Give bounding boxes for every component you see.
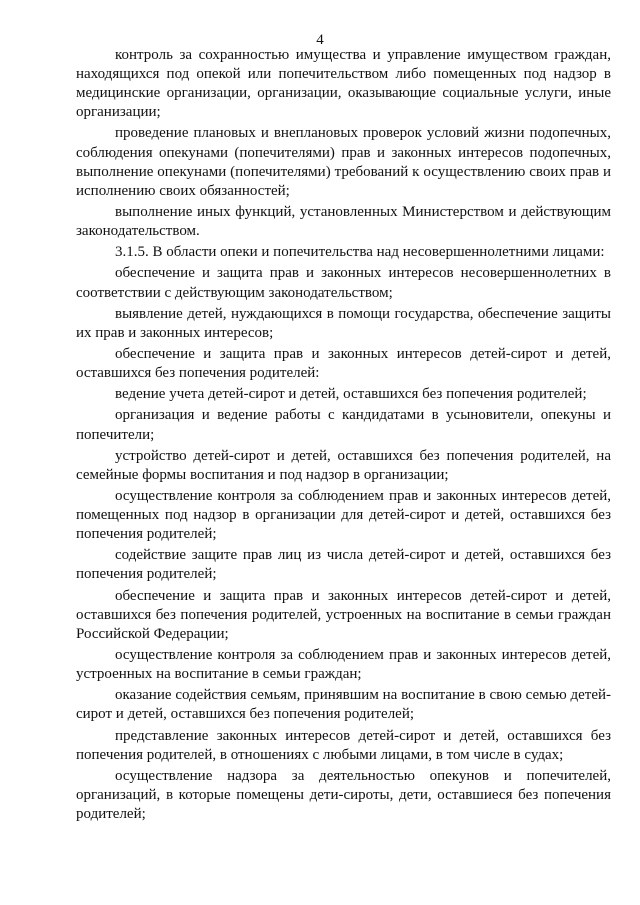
- paragraph: обеспечение и защита прав и законных интересов несовершеннолетних в соответствии с действующим законодательством;: [76, 265, 611, 301]
- paragraph: устройство детей-сирот и детей, оставшихся без попечения родителей, на семейные формы воспитания и под надзор в организации;: [76, 447, 611, 483]
- paragraph: осуществление контроля за соблюдением прав и законных интересов детей, устроенных на воспитание в семьи граждан;: [76, 647, 611, 683]
- paragraph: ведение учета детей-сирот и детей, оставшихся без попечения родителей;: [115, 386, 587, 403]
- paragraph: содействие защите прав лиц из числа детей-сирот и детей, оставшихся без попечения родителей;: [76, 547, 611, 583]
- section-heading-3-1-5: 3.1.5. В области опеки и попечительства над несовершеннолетними лицами:: [115, 244, 605, 261]
- paragraph: осуществление надзора за деятельностью опекунов и попечителей, организаций, в которые помещены дети-сироты, дети, оставшиеся без попечения родителей;: [76, 767, 611, 823]
- paragraph: контроль за сохранностью имущества и управление имуществом граждан, находящихся под опекой или попечительством либо помещенных под надзор в медицинские организации, организации, оказывающие социальные услуги, иные организации;: [76, 47, 611, 121]
- page-number: 4: [316, 32, 324, 48]
- paragraph: осуществление контроля за соблюдением прав и законных интересов детей, помещенных под надзор в организации для детей-сирот и детей, оставшихся без попечения родителей;: [76, 488, 611, 543]
- paragraph: выявление детей, нуждающихся в помощи государства, обеспечение защиты их прав и законных интересов;: [76, 305, 611, 341]
- paragraph: обеспечение и защита прав и законных интересов детей-сирот и детей, оставшихся без попечения родителей, устроенных на воспитание в семьи граждан Российской Федерации;: [76, 587, 611, 642]
- document-body: [76, 46, 611, 826]
- paragraph: оказание содействия семьям, принявшим на воспитание в свою семью детей-сирот и детей, оставшихся без попечения родителей;: [76, 687, 611, 723]
- paragraph: выполнение иных функций, установленных Министерством и действующим законодательством.: [76, 203, 611, 240]
- paragraph: проведение плановых и внеплановых проверок условий жизни подопечных, соблюдения опекунами (попечителями) прав и законных интересов подопечных, выполнение опекунами (попечителями) требований к осуществлению своих прав и исполнению своих обязанностей;: [76, 125, 611, 199]
- paragraph: представление законных интересов детей-сирот и детей, оставшихся без попечения родителей, в отношениях с любыми лицами, в том числе в судах;: [76, 727, 611, 763]
- paragraph: организация и ведение работы с кандидатами в усыновители, опекуны и попечители;: [76, 407, 611, 443]
- paragraph: обеспечение и защита прав и законных интересов детей-сирот и детей, оставшихся без попечения родителей:: [76, 345, 611, 382]
